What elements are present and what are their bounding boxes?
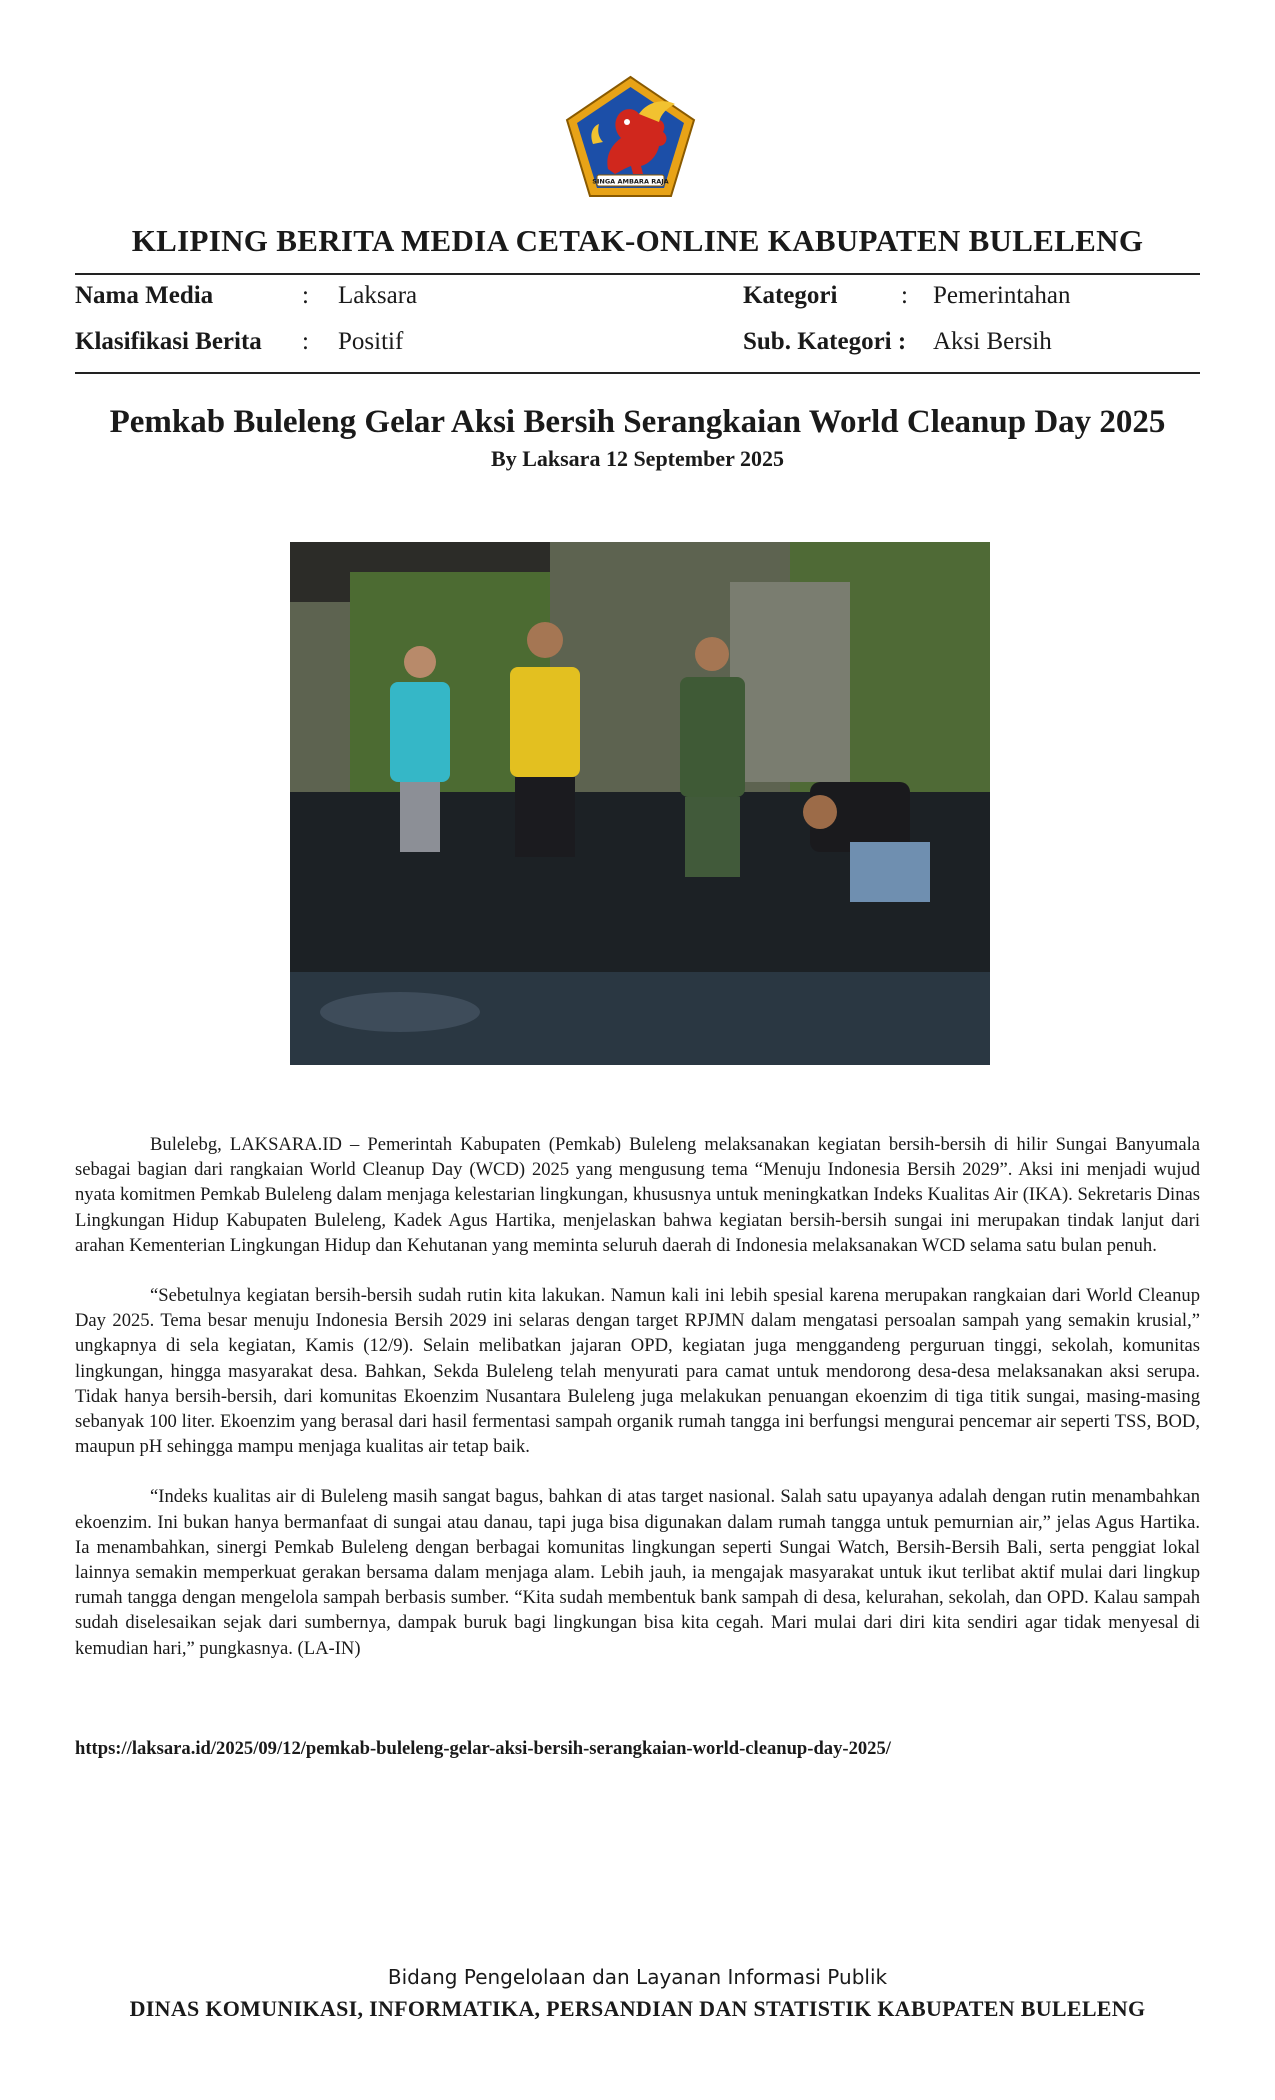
top-rule	[75, 273, 1200, 275]
subkategori-value: Aksi Bersih	[933, 328, 1052, 355]
bottom-rule	[75, 372, 1200, 374]
source-link[interactable]: https://laksara.id/2025/09/12/pemkab-buleleng-gelar-aksi-bersih-serangkaian-world-cleanup-day-2025/	[75, 1738, 891, 1759]
document-title: KLIPING BERITA MEDIA CETAK-ONLINE KABUPATEN BULELENG	[131, 223, 1144, 258]
media-label: Nama Media	[75, 282, 214, 309]
buleleng-regency-logo	[563, 74, 698, 200]
logo-motto: SINGA AMBARA RAJA	[592, 177, 669, 186]
klasifikasi-colon: :	[302, 328, 309, 355]
article-photo	[290, 542, 990, 1065]
klasifikasi-value: Positif	[338, 328, 404, 355]
media-value: Laksara	[338, 282, 418, 309]
kategori-colon: :	[901, 282, 908, 309]
article-paragraph-3: “Indeks kualitas air di Buleleng masih sangat bagus, bahkan di atas target nasional. Salah satu upayanya adalah dengan rutin menambahkan ekoenzim. Ini bukan hanya bermanfaat di sungai atau danau, tapi juga bisa digunakan dalam rumah tangga untuk pemurnian air,” jelas Agus Hartika. Ia menambahkan, sinergi Pemkab Buleleng dengan berbagai komunitas lingkungan seperti Sungai Watch, Bersih-Bersih Bali, serta penggiat lokal lainnya semakin memperkuat gerakan bersama dalam menjaga alam. Lebih jauh, ia mengajak masyarakat untuk ikut terlibat aktif mulai dari lingkup rumah tangga dengan mengelola sampah berbasis sumber. “Kita sudah membentuk bank sampah di desa, kelurahan, sekolah, dan OPD. Kalau sampah sudah diselesaikan sejak dari sumbernya, dampak buruk bagi lingkungan bisa kita cegah. Mari mulai dari diri kita sendiri agar tidak menyesal di kemudian hari,” pungkasnya. (LA-IN)	[75, 1486, 1200, 1659]
media-colon: :	[302, 282, 309, 309]
article-paragraph-1: Bulelebg, LAKSARA.ID – Pemerintah Kabupaten (Pemkab) Buleleng melaksanakan kegiatan bersih-bersih di hilir Sungai Banyumala sebagai bagian dari rangkaian World Cleanup Day (WCD) 2025 yang mengusung tema “Menuju Indonesia Bersih 2029”. Aksi ini menjadi wujud nyata komitmen Pemkab Buleleng dalam menjaga kelestarian lingkungan, khususnya untuk meningkatkan Indeks Kualitas Air (IKA). Sekretaris Dinas Lingkungan Hidup Kabupaten Buleleng, Kadek Agus Hartika, menjelaskan bahwa kegiatan bersih-bersih sungai ini merupakan tindak lanjut dari arahan Kementerian Lingkungan Hidup dan Kehutanan yang meminta seluruh daerah di Indonesia melaksanakan WCD selama satu bulan penuh.	[75, 1134, 1200, 1256]
footer-agency: DINAS KOMUNIKASI, INFORMATIKA, PERSANDIAN DAN STATISTIK KABUPATEN BULELENG	[129, 1996, 1146, 2021]
footer-unit: Bidang Pengelolaan dan Layanan Informasi Publik	[387, 1965, 888, 1989]
kategori-label: Kategori	[743, 282, 838, 309]
klasifikasi-label: Klasifikasi Berita	[75, 328, 262, 355]
article-byline: By Laksara 12 September 2025	[491, 446, 784, 471]
subkategori-label: Sub. Kategori :	[743, 328, 907, 355]
article-paragraph-2: “Sebetulnya kegiatan bersih-bersih sudah rutin kita lakukan. Namun kali ini lebih spesial karena merupakan rangkaian dari World Cleanup Day 2025. Tema besar menuju Indonesia Bersih 2029 ini selaras dengan target RPJMN dalam mengatasi persoalan sampah yang semakin krusial,” ungkapnya di sela kegiatan, Kamis (12/9). Selain melibatkan jajaran OPD, kegiatan juga menggandeng perguruan tinggi, sekolah, komunitas lingkungan, hingga masyarakat desa. Bahkan, Sekda Buleleng telah menyurati para camat untuk mendorong desa-desa melaksanakan aksi serupa. Tidak hanya bersih-bersih, dari komunitas Ekoenzim Nusantara Buleleng juga melakukan penuangan ekoenzim di tiga titik sungai, masing-masing sebanyak 100 liter. Ekoenzim yang berasal dari hasil fermentasi sampah organik rumah tangga ini berfungsi mengurai pencemar air seperti TSS, BOD, maupun pH sehingga mampu menjaga kualitas air tetap baik.	[75, 1285, 1200, 1458]
article-body	[75, 1132, 1200, 1686]
article-headline: Pemkab Buleleng Gelar Aksi Bersih Serangkaian World Cleanup Day 2025	[109, 404, 1166, 440]
kategori-value: Pemerintahan	[933, 282, 1071, 309]
